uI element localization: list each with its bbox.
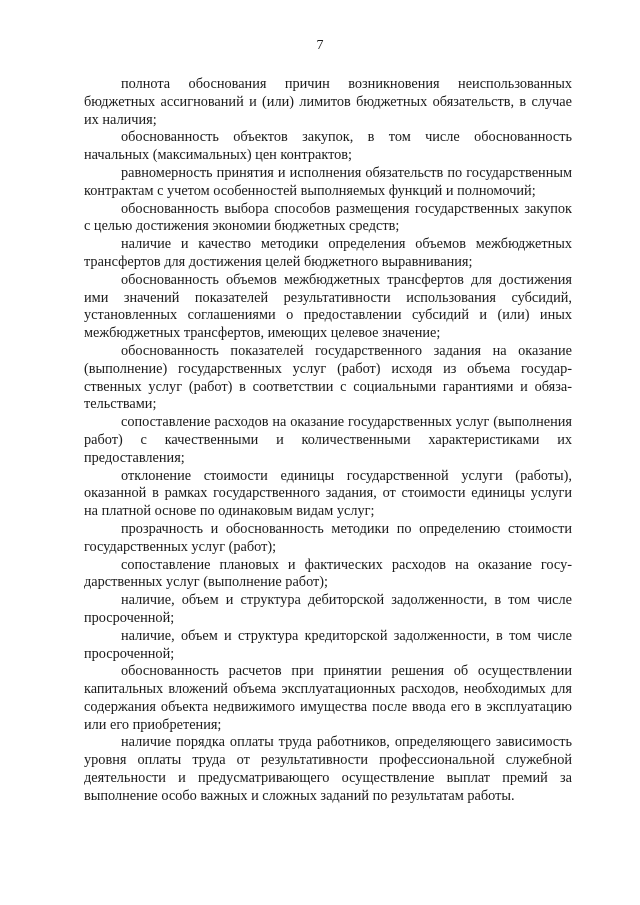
paragraph: прозрачность и обоснованность методики по определению стоимости государственных услуг (работ); [84,520,572,555]
paragraph: отклонение стоимости единицы государственной услуги (работы), оказанной в рамках государственного задания, от стоимости единицы услуги на платной основе по одинаковым видам услуг; [84,467,572,520]
paragraph: обоснованность расчетов при принятии решения об осуществлении капитальных вложений объема эксплуатационных расходов, необходимых для содержания объекта недвижимого имущества после ввода его в эксплуатацию или его приобретения; [84,663,572,733]
paragraph: обоснованность показателей государственного задания на оказание (выполнение) государственных услуг (работ) исходя из объема государственных услуг (работ) в соответствии с социальными гарантиями и обязательствами; [84,342,572,413]
paragraph: обоснованность выбора способов размещения государственных закупок с целью достижения экономии бюджетных средств; [84,200,572,235]
page-number: 7 [316,38,324,53]
paragraph: полнота обоснования причин возникновения неиспользованных бюджетных ассигнований и (или) лимитов бюджетных обязательств, в случае их наличия; [84,76,572,128]
paragraph: сопоставление плановых и фактических расходов на оказание государственных услуг (выполнение работ); [84,556,572,591]
paragraph: обоснованность объемов межбюджетных трансфертов для достижения ими значений показателей результативности использования субсидий, установленных соглашениями о предоставлении субсидий и (или) иных межбюджетных трансфертов, имеющих целевое значение; [84,271,572,342]
paragraph: наличие, объем и структура дебиторской задолженности, в том числе просроченной; [84,592,572,626]
paragraph: обоснованность объектов закупок, в том числе обоснованность начальных (максимальных) цен контрактов; [84,129,572,164]
paragraph: наличие и качество методики определения объемов межбюджетных трансфертов для достижения целей бюджетного выравнивания; [84,236,572,270]
paragraph: наличие порядка оплаты труда работников, определяющего зависимость уровня оплаты труда от результативности профессиональной служебной деятельности и предусматривающего осуществление выплат премий за выполнение особо важных и сложных заданий по результатам работы. [84,734,572,804]
paragraph: наличие, объем и структура кредиторской задолженности, в том числе просроченной; [84,627,572,662]
document-body [84,76,572,806]
paragraph: сопоставление расходов на оказание государственных услуг (выполнения работ) с качественными и количественными характеристиками их предоставления; [84,414,572,466]
paragraph: равномерность принятия и исполнения обязательств по государственным контрактам с учетом особенностей выполняемых функций и полномочий; [84,164,572,199]
